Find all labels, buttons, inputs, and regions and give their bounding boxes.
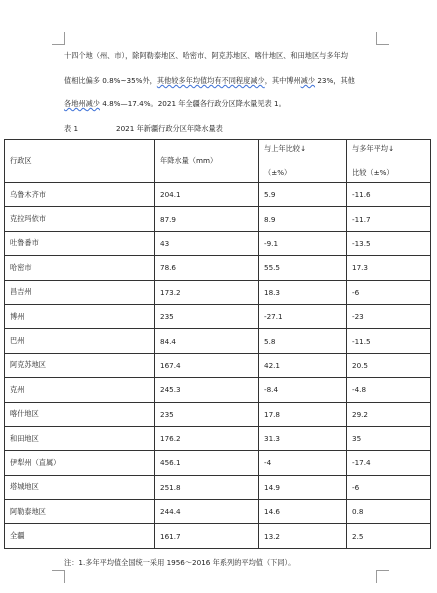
cell-vs-average: -13.5 xyxy=(347,231,431,255)
cell-vs-last-year: 14.6 xyxy=(259,500,347,524)
crop-mark-top-left xyxy=(52,32,65,45)
cell-region: 克拉玛依市 xyxy=(5,207,155,231)
cell-region: 乌鲁木齐市 xyxy=(5,183,155,207)
crop-mark-bottom-left xyxy=(52,570,65,583)
cell-region: 阿克苏地区 xyxy=(5,353,155,377)
table-row xyxy=(5,524,431,548)
cell-vs-average: -6 xyxy=(347,280,431,304)
table-row xyxy=(5,500,431,524)
cell-vs-last-year: 13.2 xyxy=(259,524,347,548)
cell-precipitation: 245.3 xyxy=(155,378,259,402)
cell-vs-last-year: 5.8 xyxy=(259,329,347,353)
cell-vs-average: -6 xyxy=(347,475,431,499)
header-precipitation: 年降水量（mm） xyxy=(155,140,259,183)
cell-region: 喀什地区 xyxy=(5,402,155,426)
paragraph-text: 4.8%—17.4%。2021 年全疆各行政分区降水量见表 1。 xyxy=(99,99,286,108)
header-region: 行政区 xyxy=(5,140,155,183)
cell-region: 阿勒泰地区 xyxy=(5,500,155,524)
table-row xyxy=(5,451,431,475)
table-row xyxy=(5,231,431,255)
cell-vs-average: 20.5 xyxy=(347,353,431,377)
cell-vs-last-year: -27.1 xyxy=(259,304,347,328)
cell-region: 哈密市 xyxy=(5,256,155,280)
cell-vs-average: -11.5 xyxy=(347,329,431,353)
cell-vs-last-year: 14.9 xyxy=(259,475,347,499)
header-vs-last-year xyxy=(259,140,347,183)
cell-vs-last-year: -4 xyxy=(259,451,347,475)
table-row xyxy=(5,353,431,377)
cell-vs-average: 0.8 xyxy=(347,500,431,524)
cell-vs-average: 2.5 xyxy=(347,524,431,548)
cell-region: 塔城地区 xyxy=(5,475,155,499)
cell-vs-last-year: 18.3 xyxy=(259,280,347,304)
table-row xyxy=(5,280,431,304)
cell-vs-average: -23 xyxy=(347,304,431,328)
cell-precipitation: 456.1 xyxy=(155,451,259,475)
cell-vs-average: -17.4 xyxy=(347,451,431,475)
precipitation-table xyxy=(4,139,431,549)
cell-region: 全疆 xyxy=(5,524,155,548)
cell-region: 克州 xyxy=(5,378,155,402)
crop-mark-top-right xyxy=(376,32,389,45)
cell-vs-last-year: -9.1 xyxy=(259,231,347,255)
spellcheck-flagged-text[interactable]: 减少 xyxy=(300,76,316,85)
cell-precipitation: 78.6 xyxy=(155,256,259,280)
cell-region: 巴州 xyxy=(5,329,155,353)
table-row xyxy=(5,475,431,499)
crop-mark-bottom-right xyxy=(376,570,389,583)
paragraph-text: 23%，其他 xyxy=(315,76,355,85)
paragraph-text: 十四个地（州、市），除阿勒泰地区、哈密市、阿克苏地区、喀什地区、和田地区与多年均 xyxy=(64,51,348,60)
table-header-row xyxy=(5,140,431,183)
cell-precipitation: 251.8 xyxy=(155,475,259,499)
cell-precipitation: 204.1 xyxy=(155,183,259,207)
table-footnote: 注：1.多年平均值全国统一采用 1956～2016 年系列的平均值（下同）。 xyxy=(64,558,296,567)
cell-vs-average: -4.8 xyxy=(347,378,431,402)
cell-precipitation: 84.4 xyxy=(155,329,259,353)
spellcheck-flagged-text[interactable]: 其他较多年均值均有不同程度减少 xyxy=(156,76,265,85)
cell-vs-last-year: 55.5 xyxy=(259,256,347,280)
cell-vs-average: 29.2 xyxy=(347,402,431,426)
spellcheck-flagged-text[interactable]: 减少 xyxy=(85,99,100,108)
cell-vs-average: 35 xyxy=(347,426,431,450)
paragraph-line-3 xyxy=(64,99,379,109)
cell-vs-average: 17.3 xyxy=(347,256,431,280)
cell-vs-last-year: 17.8 xyxy=(259,402,347,426)
paragraph-text: 值相比偏多 0.8%~35%外， xyxy=(64,76,157,85)
spellcheck-flagged-text[interactable]: 各地州 xyxy=(64,99,86,108)
cell-precipitation: 43 xyxy=(155,231,259,255)
cell-precipitation: 235 xyxy=(155,402,259,426)
cell-precipitation: 161.7 xyxy=(155,524,259,548)
cell-precipitation: 176.2 xyxy=(155,426,259,450)
header-vs-last-year-line-1: 与上年比较↓ xyxy=(264,144,306,153)
table-row xyxy=(5,378,431,402)
table-row xyxy=(5,304,431,328)
table-row xyxy=(5,256,431,280)
table-body xyxy=(5,183,431,549)
header-vs-average-line-1: 与多年平均↓ xyxy=(352,144,394,153)
cell-region: 和田地区 xyxy=(5,426,155,450)
header-vs-average xyxy=(347,140,431,183)
paragraph-line-2 xyxy=(64,76,379,86)
header-vs-last-year-line-2: （±%） xyxy=(264,168,292,177)
table-title: 2021 年新疆行政分区年降水量表 xyxy=(116,124,223,133)
cell-precipitation: 173.2 xyxy=(155,280,259,304)
table-number: 表 1 xyxy=(64,124,79,133)
table-row xyxy=(5,426,431,450)
cell-region: 博州 xyxy=(5,304,155,328)
cell-precipitation: 235 xyxy=(155,304,259,328)
cell-region: 吐鲁番市 xyxy=(5,231,155,255)
cell-vs-last-year: 8.9 xyxy=(259,207,347,231)
table-row xyxy=(5,402,431,426)
cell-vs-last-year: 42.1 xyxy=(259,353,347,377)
cell-region: 伊犁州（直属） xyxy=(5,451,155,475)
table-row xyxy=(5,183,431,207)
cell-region: 昌吉州 xyxy=(5,280,155,304)
paragraph-line-1 xyxy=(64,51,379,61)
cell-vs-average: -11.7 xyxy=(347,207,431,231)
paragraph-text: ，其中博州 xyxy=(264,76,301,85)
cell-vs-last-year: 5.9 xyxy=(259,183,347,207)
header-vs-average-line-2: 比较（±%） xyxy=(352,168,394,177)
cell-vs-last-year: -8.4 xyxy=(259,378,347,402)
table-row xyxy=(5,329,431,353)
cell-precipitation: 87.9 xyxy=(155,207,259,231)
table-row xyxy=(5,207,431,231)
cell-precipitation: 244.4 xyxy=(155,500,259,524)
cell-precipitation: 167.4 xyxy=(155,353,259,377)
cell-vs-last-year: 31.3 xyxy=(259,426,347,450)
cell-vs-average: -11.6 xyxy=(347,183,431,207)
